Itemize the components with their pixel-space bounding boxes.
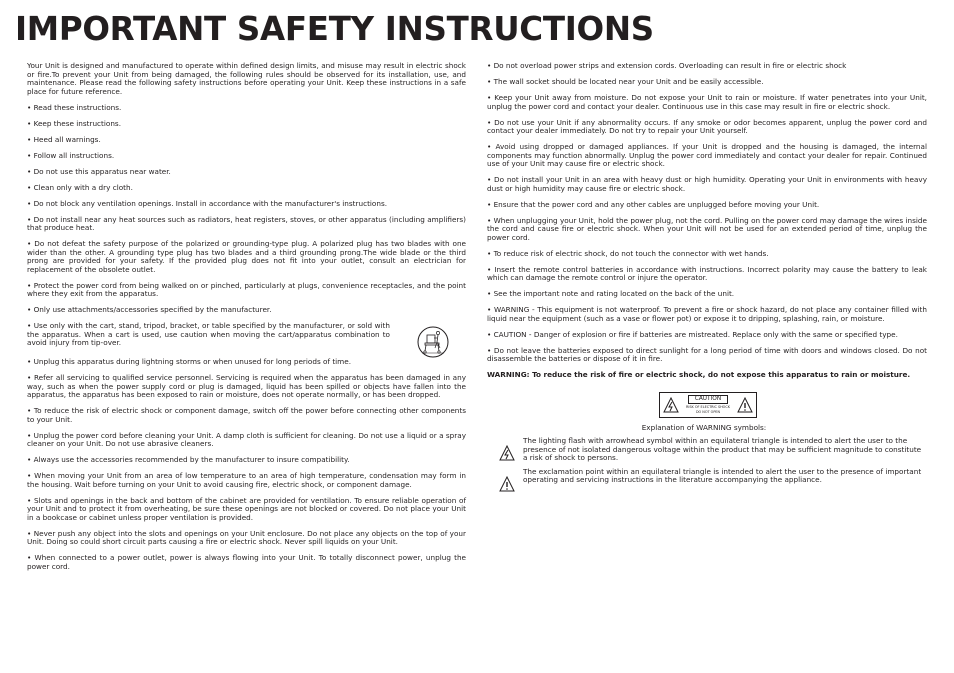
- intro-paragraph: Your Unit is designed and manufactured to operate within defined design limits, and misuse may result in electric shock or fire.To prevent your Unit from being damaged, the following rules should be observed for its installation, use, and maintenance. Please read the following safety instructions before operating your Unit. Keep these instructions in a safe place for future reference.: [27, 61, 466, 96]
- instruction-item: • Do not defeat the safety purpose of the polarized or grounding-type plug. A polarized plug has two blades with one wider than the other. A grounding type plug has two blades and a third grounding prong.The wide blade or the third prong are provided for your safety. If the provided plug does not fit into your outlet, consult an electrician for replacement of the obsolete outlet.: [27, 239, 466, 274]
- symbol-description: The lighting flash with arrowhead symbol within an equilateral triangle is intended to alert the user to the presence of not isolated dangerous voltage within the product that may be sufficient magnitude to constitute a risk of shock to persons.: [523, 436, 922, 462]
- instruction-item: • Do not use this apparatus near water.: [27, 166, 171, 176]
- instruction-item: • Unplug the power cord before cleaning your Unit. A damp cloth is sufficient for cleaning. Do not use a liquid or a spray cleaner on your Unit. Do not use abrasive cleaners.: [27, 430, 466, 448]
- instruction-item: • Refer all servicing to qualified service personnel. Servicing is required when the apparatus has been damaged in any way, such as when the power supply cord or plug is damaged, liquid has been spilled or objects have fallen into the apparatus, the apparatus has been exposed to rain or moisture, does not operate normally, or has been dropped.: [27, 373, 466, 399]
- page-title: IMPORTANT SAFETY INSTRUCTIONS: [15, 10, 654, 48]
- instruction-item: • Do not use your Unit if any abnormality occurs. If any smoke or odor becomes apparent, unplug the power cord and contact your dealer immediately. Do not try to repair your Unit yourself.: [487, 117, 927, 135]
- instruction-item: • To reduce risk of electric shock, do not touch the connector with wet hands.: [487, 248, 769, 258]
- instruction-item: • Heed all warnings.: [27, 134, 101, 144]
- instruction-item: • CAUTION - Danger of explosion or fire if batteries are mistreated. Replace only with the same or specified type.: [487, 329, 898, 339]
- instruction-item: • Read these instructions.: [27, 102, 122, 112]
- instruction-item: • See the important note and rating located on the back of the unit.: [487, 289, 735, 298]
- symbol-row-exclamation: [487, 468, 927, 492]
- left-column: [27, 62, 466, 579]
- lightning-triangle-icon: [499, 445, 515, 461]
- exclamation-triangle-icon: [499, 476, 515, 492]
- instruction-item: • Protect the power cord from being walked on or pinched, particularly at plugs, convenience receptacles, and the point where they exit from the apparatus.: [27, 280, 466, 298]
- instruction-item: • Use only with the cart, stand, tripod, bracket, or table specified by the manufacturer, or sold with the apparatus. When a cart is used, use caution when moving the cart/apparatus combination to avoid injury from tip-over.: [27, 321, 390, 347]
- instruction-item: • When connected to a power outlet, power is always flowing into your Unit. To totally disconnect power, unplug the power cord.: [27, 553, 466, 571]
- symbol-row-lightning: [487, 437, 927, 463]
- instruction-item: • The wall socket should be located near your Unit and be easily accessible.: [487, 77, 764, 86]
- warning-statement: WARNING: To reduce the risk of fire or electric shock, do not expose this apparatus to rain or moisture.: [487, 370, 911, 379]
- caution-subtext-1: RISK OF ELECTRIC SHOCK: [686, 405, 730, 409]
- instruction-item: • Do not overload power strips and extension cords. Overloading can result in fire or electric shock: [487, 61, 847, 70]
- instruction-item: • Insert the remote control batteries in accordance with instructions. Incorrect polarity may cause the battery to leak which can damage the remote control or injure the operator.: [487, 264, 927, 282]
- caution-title: CAUTION: [688, 395, 728, 404]
- instruction-item: • Follow all instructions.: [27, 150, 115, 160]
- instruction-item: • Never push any object into the slots and openings on your Unit enclosure. Do not place any objects on the top of your Unit. Doing so could short circuit parts causing a fire or electric shock. Never spill liquids on your Unit.: [27, 528, 466, 546]
- instruction-item: • Unplug this apparatus during lightning storms or when unused for long periods of time.: [27, 357, 352, 366]
- instruction-item: • Do not block any ventilation openings. Install in accordance with the manufacturer's instructions.: [27, 198, 388, 208]
- instruction-item: • When unplugging your Unit, hold the power plug, not the cord. Pulling on the power cord may damage the wires inside the cord and cause fire or electric shock. When your Unit will not be used for an extended period of time, unplug the power cord.: [487, 215, 927, 242]
- instruction-item: • When moving your Unit from an area of low temperature to an area of high temperature, condensation may form in the housing. Wait before turning on your Unit to avoid causing fire, electric shock, or component damage.: [27, 471, 466, 489]
- right-column: [487, 62, 927, 492]
- instruction-item: • Do not install your Unit in an area with heavy dust or high humidity. Operating your Unit in environments with heavy dust or high humidity may cause fire or electric shock.: [487, 175, 927, 193]
- instruction-item: • Keep your Unit away from moisture. Do not expose your Unit to rain or moisture. If water penetrates into your Unit, unplug the power cord and contact your dealer. Continuous use in this case may result in fire or electric shock.: [487, 93, 927, 111]
- symbols-explanation-title: Explanation of WARNING symbols:: [641, 422, 767, 432]
- instruction-item: • WARNING - This equipment is not waterproof. To prevent a fire or shock hazard, do not place any container filled with liquid near the equipment (such as a vase or flower pot) or expose it to dripping, splashing, rain, or moisture.: [487, 305, 927, 323]
- instruction-item: • Keep these instructions.: [27, 118, 122, 128]
- instruction-item: • To reduce the risk of electric shock or component damage, switch off the power before connecting other components to your Unit.: [27, 406, 466, 424]
- exclamation-triangle-icon: [737, 397, 753, 413]
- instruction-item: • Ensure that the power cord and any other cables are unplugged before moving your Unit.: [487, 199, 820, 209]
- instruction-item: • Avoid using dropped or damaged appliances. If your Unit is dropped and the housing is damaged, the internal components may function abnormally. Unplug the power cord immediately and contact your dealer for repair. Continued use of your Unit may cause fire or electric shock.: [487, 142, 927, 168]
- cart-warning-row: [27, 322, 466, 358]
- instruction-item: • Clean only with a dry cloth.: [27, 182, 133, 192]
- instruction-item: • Only use attachments/accessories specified by the manufacturer.: [27, 305, 272, 314]
- instruction-item: • Slots and openings in the back and bottom of the cabinet are provided for ventilation. To ensure reliable operation of your Unit and to protect it from overheating, be sure these openings are not blocked or covered. Do not place your Unit in a bookcase or cabinet unless proper ventilation is provided.: [27, 495, 466, 522]
- cart-tipover-icon: [416, 326, 450, 358]
- caution-subtext-2: DO NOT OPEN: [695, 410, 721, 414]
- lightning-triangle-icon: [663, 397, 679, 413]
- caution-label-wrap: [489, 392, 927, 418]
- caution-label: [659, 392, 757, 418]
- instruction-item: • Do not leave the batteries exposed to direct sunlight for a long period of time with doors and windows closed. Do not disassemble the batteries or dispose of it in fire.: [487, 345, 927, 363]
- instruction-item: • Do not install near any heat sources such as radiators, heat registers, stoves, or other apparatus (including amplifiers) that produce heat.: [27, 214, 466, 232]
- instruction-item: • Always use the accessories recommended by the manufacturer to insure compatibility.: [27, 455, 350, 464]
- symbol-description: The exclamation point within an equilateral triangle is intended to alert the user to the presence of important operating and servicing instructions in the literature accompanying the appliance.: [523, 466, 922, 484]
